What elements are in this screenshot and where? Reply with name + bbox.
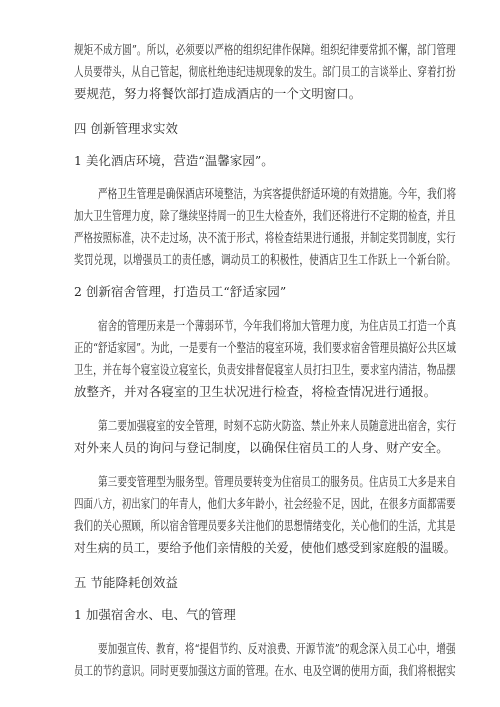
body-text-line: 员工的节约意识。同时更要加强这方面的管理。在水、电及空调的使用方面，我们将根据实 [74, 663, 456, 678]
section-heading: 四 创新管理求实效 [74, 121, 178, 136]
subsection-heading: 2 创新宿舍管理，打造员工“舒适家园” [74, 284, 287, 299]
body-text-line: 严格按照标准，决不走过场，决不流于形式，将检查结果进行通报，并制定奖罚制度，实行 [74, 230, 456, 245]
body-text-line: 要加强宣传、教育，将“提倡节约、反对浪费、开源节流”的观念深入员工心中，增强 [98, 641, 456, 656]
body-text-line: 第二要加强寝室的安全管理，时刻不忘防火防盗、禁止外来人员随意进出宿舍，实行 [98, 418, 457, 433]
body-text-line: 严格卫生管理是确保酒店环境整洁，为宾客提供舒适环境的有效措施。今年，我们将 [98, 186, 457, 201]
subsection-heading: 1 美化酒店环境，营造“温馨家园”。 [74, 153, 274, 168]
body-text-line: 奖罚兑现，以增强员工的责任感，调动员工的积极性，使酒店卫生工作跃上一个新台阶。 [74, 252, 457, 267]
body-text-line: 四面八方，初出家门的年青人，他们大多年龄小，社会经验不足，因此，在很多方面都需要 [74, 496, 456, 511]
body-text-line: 放整齐，并对各寝室的卫生状况进行检查，将检查情况进行通报。 [74, 384, 437, 399]
body-text-line: 卫生，并在每个寝室设立寝室长，负责安排督促寝室人员打扫卫生，要求室内清洁，物品摆 [74, 362, 456, 377]
body-text-line: 对生病的员工，要给予他们亲情般的关爱，使他们感受到家庭般的温暖。 [74, 540, 456, 555]
body-text-line: 加大卫生管理力度，除了继续坚持周一的卫生大检查外，我们还将进行不定期的检查，并且 [74, 208, 456, 223]
body-text-line: 要规范，努力将餐饮部打造成酒店的一个文明窗口。 [74, 86, 362, 101]
body-text-line: 规矩不成方圆”。所以，必须要以严格的组织纪律作保障。组织纪律要常抓不懈，部门管理 [74, 42, 456, 57]
body-text-line: 对外来人员的询问与登记制度，以确保住宿员工的人身、财产安全。 [74, 440, 449, 455]
body-text-line: 宿舍的管理历来是一个薄弱环节，今年我们将加大管理力度，为住店员工打造一个真 [98, 318, 457, 333]
section-heading: 五 节能降耗创效益 [74, 575, 178, 590]
body-text-line: 我们的关心照顾，所以宿舍管理员要多关注他们的思想情绪变化，关心他们的生活，尤其是 [74, 518, 456, 533]
subsection-heading: 1 加强宿舍水、电、气的管理 [74, 607, 236, 622]
body-text-line: 正的“舒适家园”。为此，一是要有一个整洁的寝室环境，我们要求宿舍管理员搞好公共区域 [74, 340, 457, 355]
body-text-line: 第三要变管理型为服务型。管理员要转变为住宿员工的服务员。住店员工大多是来自 [98, 474, 457, 489]
body-text-line: 人员要带头，从自己管起，彻底杜绝违纪违规现象的发生。部门员工的言谈举止、穿着打扮 [74, 64, 456, 79]
